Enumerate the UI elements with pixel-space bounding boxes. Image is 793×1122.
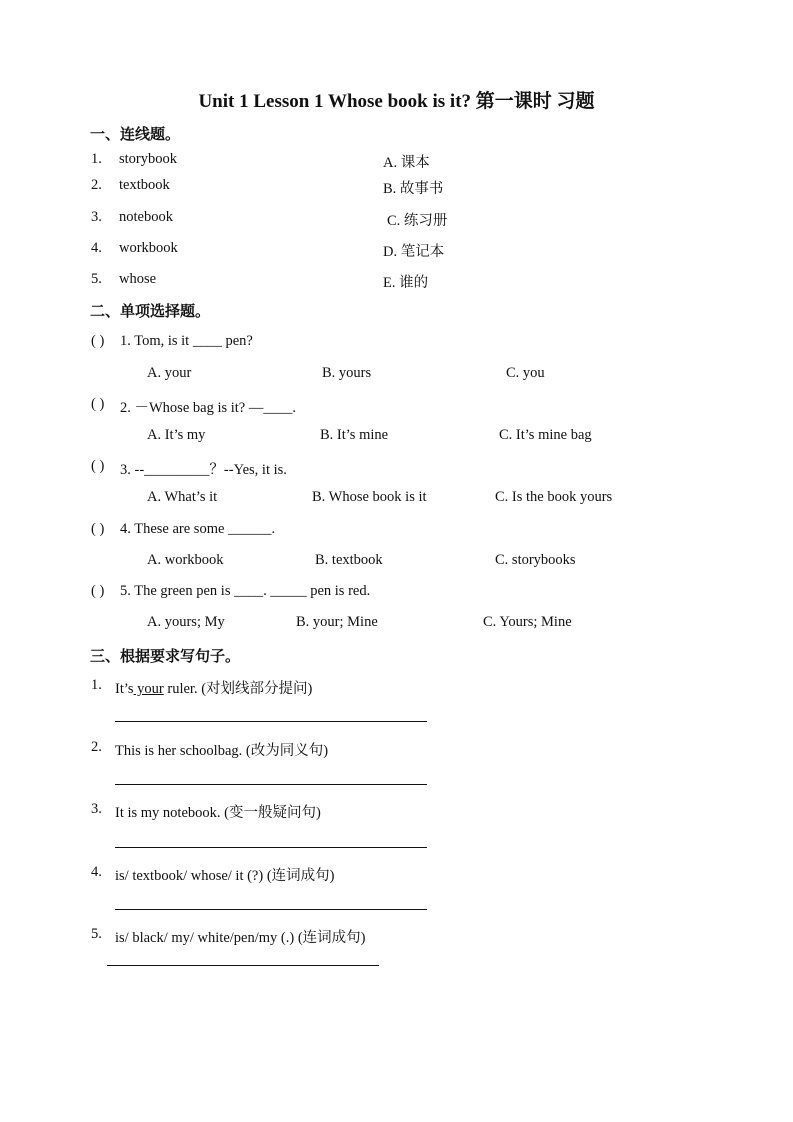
option-c: C. It’s mine bag [499,427,592,443]
answer-line[interactable] [115,909,427,910]
question-text: 3. --_________？--Yes, it is. [120,462,287,478]
answer-line[interactable] [107,965,379,966]
match-num: 4. [91,240,102,256]
rewrite-num: 4. [91,864,102,880]
rewrite-prompt-post: ruler. (对划线部分提问) [163,681,313,697]
match-answer: E. 谁的 [383,275,429,291]
answer-paren: ( ) [91,458,105,474]
section2-heading: 二、单项选择题。 [90,304,211,320]
match-word: whose [119,271,157,287]
rewrite-prompt: It is my notebook. (变一般疑问句) [115,805,321,821]
rewrite-prompt: is/ black/ my/ white/pen/my (.) (连词成句) [115,930,366,946]
question-text: 4. These are some ______. [120,521,276,537]
rewrite-prompt: This is her schoolbag. (改为同义句) [115,743,329,759]
page-title: Unit 1 Lesson 1 Whose book is it? 第一课时 习题 [198,91,595,112]
match-word: workbook [119,240,178,256]
rewrite-prompt [115,677,312,698]
option-b: B. yours [322,365,372,381]
option-a: A. yours; My [147,614,225,630]
option-b: B. It’s mine [320,427,389,443]
option-c: C. you [506,365,545,381]
section1-heading: 一、连线题。 [90,127,181,143]
match-num: 2. [91,177,102,193]
option-a: A. workbook [147,552,224,568]
match-num: 3. [91,209,102,225]
option-a: A. your [147,365,192,381]
rewrite-prompt-pre: It’s [115,681,134,697]
answer-paren: ( ) [91,521,105,537]
question-text: 1. Tom, is it ____ pen? [120,333,253,349]
rewrite-prompt: is/ textbook/ whose/ it (?) (连词成句) [115,868,335,884]
answer-paren: ( ) [91,333,105,349]
rewrite-num: 3. [91,801,102,817]
match-answer: D. 笔记本 [383,244,445,260]
match-answer: B. 故事书 [383,181,444,197]
answer-line[interactable] [115,784,427,785]
underlined-word: your [133,681,164,697]
option-c: C. Is the book yours [495,489,613,505]
rewrite-num: 1. [91,677,102,693]
option-c: C. storybooks [495,552,576,568]
question-text: 5. The green pen is ____. _____ pen is red. [120,583,371,599]
rewrite-num: 5. [91,926,102,942]
match-word: textbook [119,177,170,193]
answer-paren: ( ) [91,583,105,599]
option-a: A. It’s my [147,427,206,443]
match-word: notebook [119,209,173,225]
answer-line[interactable] [115,847,427,848]
answer-line[interactable] [115,721,427,722]
answer-paren: ( ) [91,396,105,412]
option-b: B. your; Mine [296,614,378,630]
option-a: A. What’s it [147,489,218,505]
rewrite-num: 2. [91,739,102,755]
match-num: 5. [91,271,102,287]
question-text: 2. －Whose bag is it? —____. [120,400,296,416]
option-b: B. Whose book is it [312,489,427,505]
match-num: 1. [91,151,102,167]
option-c: C. Yours; Mine [483,614,572,630]
section3-heading: 三、根据要求写句子。 [90,649,241,665]
option-b: B. textbook [315,552,383,568]
match-word: storybook [119,151,177,167]
match-answer: A. 课本 [383,155,430,171]
match-answer: C. 练习册 [387,213,448,229]
